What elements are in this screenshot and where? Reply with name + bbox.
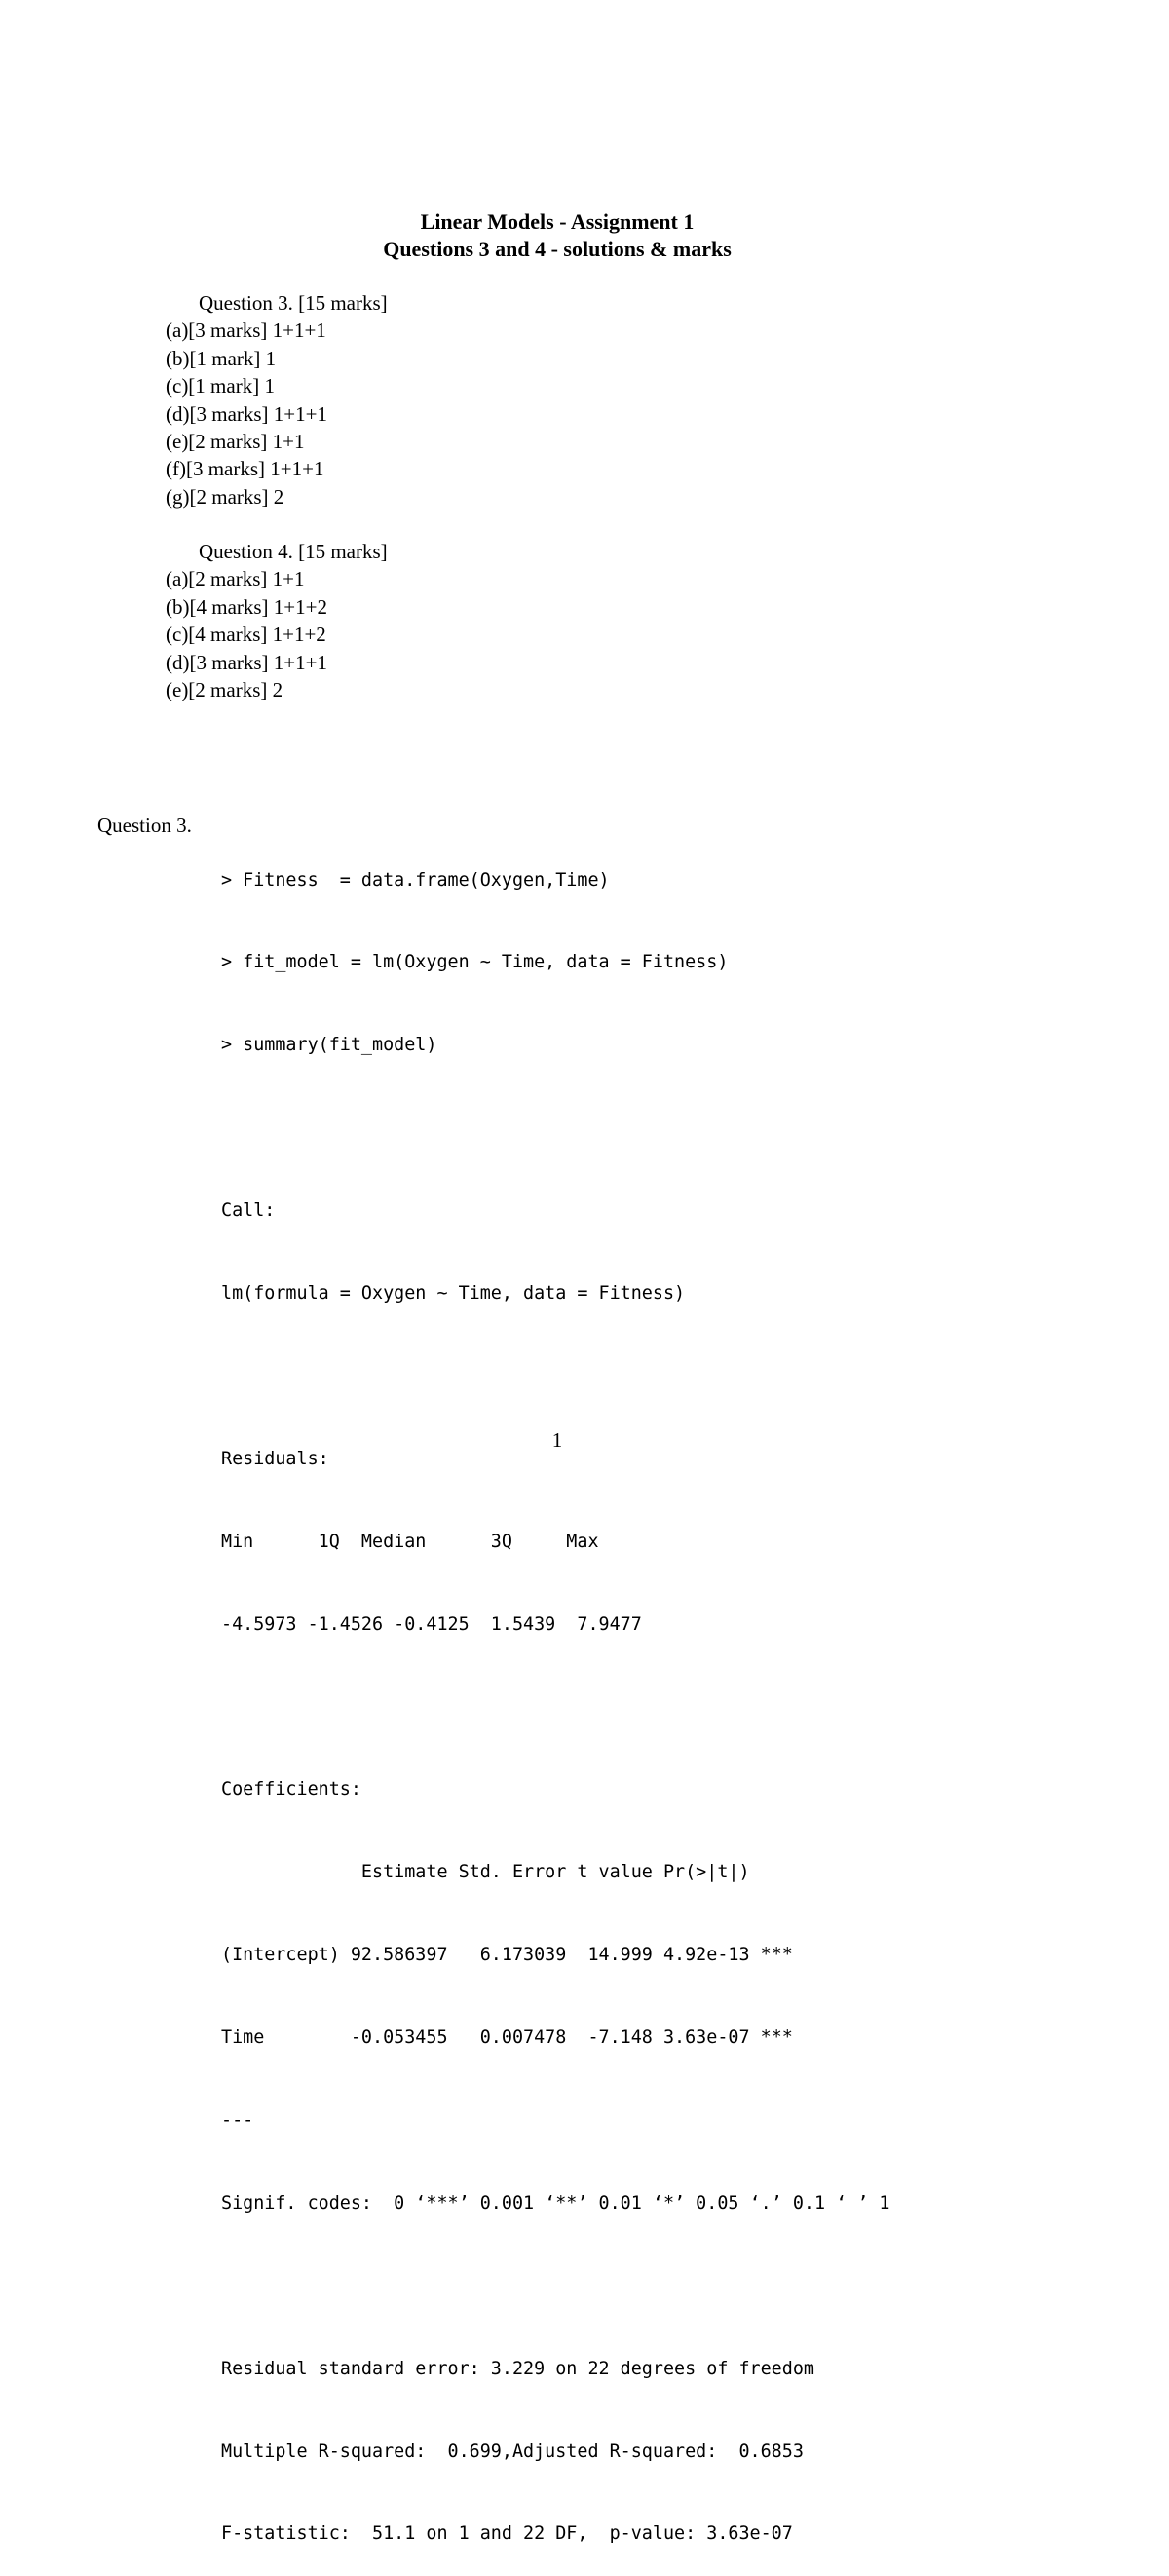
title-line-1: Linear Models - Assignment 1 — [420, 209, 695, 234]
code-line-blank — [221, 1694, 889, 1722]
code-line-blank — [221, 1363, 889, 1390]
code-line: Coefficients: — [221, 1779, 361, 1800]
marks-item: (d)[3 marks] 1+1+1 — [166, 401, 327, 426]
marks-item: (e)[2 marks] 1+1 — [166, 430, 305, 454]
code-line: Multiple R-squared: 0.699,Adjusted R-squared: 0.6853 — [221, 2441, 804, 2462]
code-line: -4.5973 -1.4526 -0.4125 1.5439 7.9477 — [221, 1613, 642, 1635]
code-line: F-statistic: 51.1 on 1 and 22 DF, p-value: 3.63e-07 — [221, 2523, 793, 2545]
code-line: > Fitness = data.frame(Oxygen,Time) — [221, 869, 610, 890]
code-line-blank — [221, 1115, 889, 1142]
page-title — [0, 208, 1114, 263]
marks-item: (a)[2 marks] 1+1 — [166, 567, 305, 591]
marks-item: (f)[3 marks] 1+1+1 — [166, 457, 324, 481]
question-4-marks — [166, 538, 388, 703]
page-number: 1 — [551, 1428, 563, 1452]
title-line-2: Questions 3 and 4 - solutions & marks — [383, 237, 732, 261]
code-line: lm(formula = Oxygen ~ Time, data = Fitness) — [221, 1283, 686, 1305]
marks-item: (b)[1 mark] 1 — [166, 346, 277, 370]
marks-item: (a)[3 marks] 1+1+1 — [166, 319, 326, 343]
solution-question-label: Question 3. — [97, 814, 192, 837]
code-line: Call: — [221, 1200, 276, 1222]
marks-item: (e)[2 marks] 2 — [166, 678, 283, 702]
code-line-blank — [221, 2273, 889, 2300]
code-line: Residual standard error: 3.229 on 22 degrees of freedom — [221, 2358, 814, 2379]
marks-item: (d)[3 marks] 1+1+1 — [166, 650, 327, 674]
question-3-marks — [166, 289, 388, 511]
question-4-heading: Question 4. [15 marks] — [199, 540, 388, 563]
question-3-heading: Question 3. [15 marks] — [199, 291, 388, 315]
code-line: Estimate Std. Error t value Pr(>|t|) — [221, 1862, 750, 1883]
code-line: Min 1Q Median 3Q Max — [221, 1531, 599, 1552]
code-line: Signif. codes: 0 ‘***’ 0.001 ‘**’ 0.01 ‘*’ 0.05 ‘.’ 0.1 ‘ ’ 1 — [221, 2192, 890, 2214]
code-line: (Intercept) 92.586397 6.173039 14.999 4.92e-13 *** — [221, 1945, 793, 1966]
marks-item: (g)[2 marks] 2 — [166, 484, 284, 509]
marks-item: (c)[4 marks] 1+1+2 — [166, 623, 326, 647]
code-line: Time -0.053455 0.007478 -7.148 3.63e-07 *** — [221, 2027, 793, 2049]
code-line: Residuals: — [221, 1448, 329, 1469]
code-line: --- — [221, 2109, 254, 2131]
r-output-block — [221, 812, 889, 2576]
marks-item: (c)[1 mark] 1 — [166, 374, 275, 398]
code-line: > fit_model = lm(Oxygen ~ Time, data = Fitness) — [221, 952, 729, 973]
marks-item: (b)[4 marks] 1+1+2 — [166, 594, 327, 619]
code-line: > summary(fit_model) — [221, 1035, 437, 1056]
